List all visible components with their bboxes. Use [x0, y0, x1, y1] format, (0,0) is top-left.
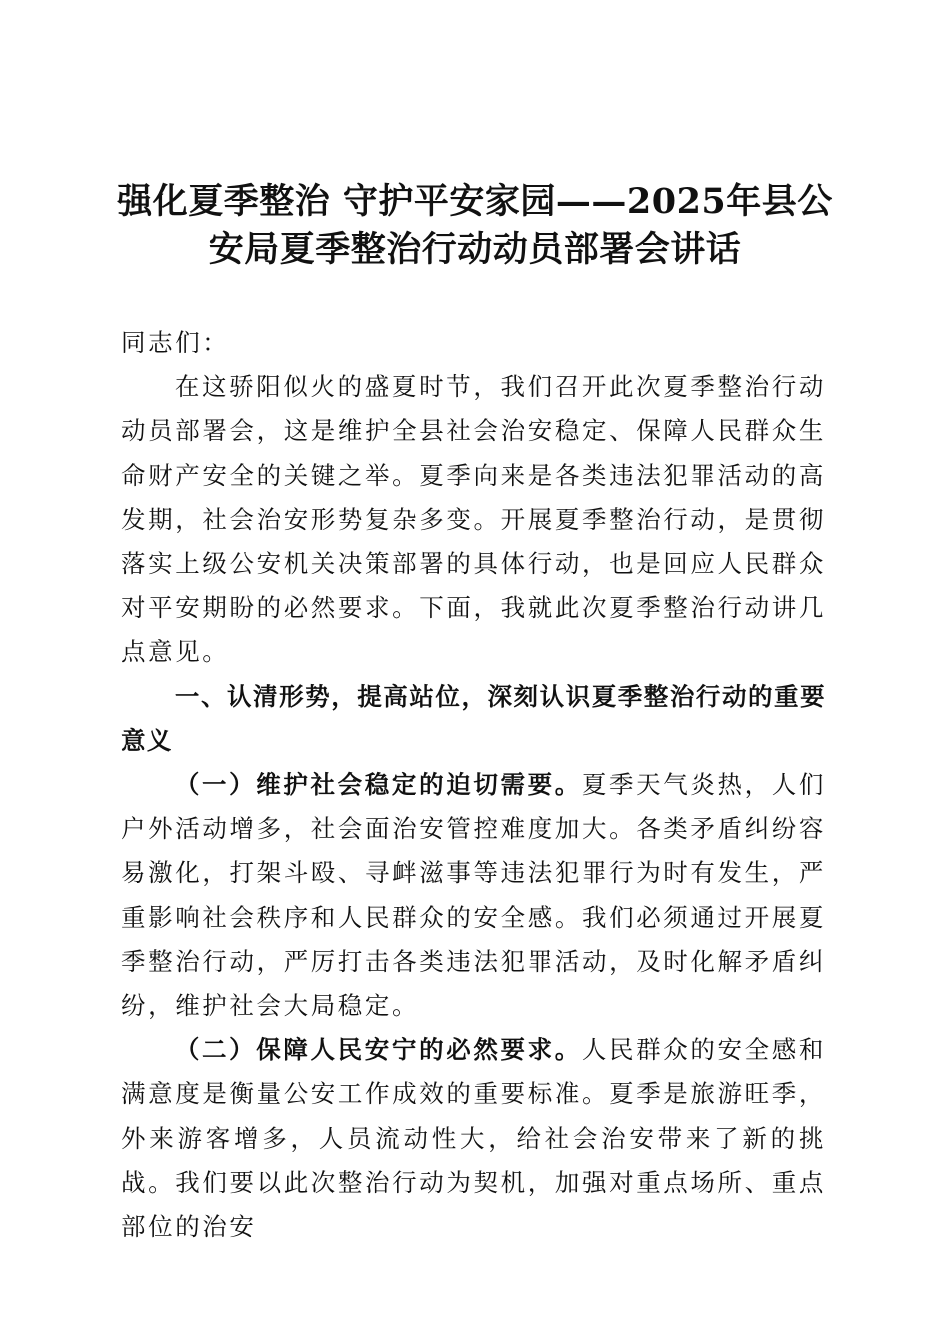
salutation: 同志们： — [121, 328, 230, 357]
title-line-2: 安局夏季整治行动动员部署会讲话 — [208, 229, 742, 270]
point-1-label: （一）维护社会稳定的迫切需要。 — [174, 770, 582, 800]
section-point-2 — [121, 1028, 826, 1249]
document-body — [121, 321, 826, 1249]
point-1-text: 夏季天气炎热，人们户外活动增多，社会面治安管控难度加大。各类矛盾纠纷容易激化，打架斗殴、寻衅滋事等违法犯罪行为时有发生，严重影响社会秩序和人民群众的安全感。我们必须通过开展夏季整治行动，严厉打击各类违法犯罪活动，及时化解矛盾纠纷，维护社会大局稳定。 — [121, 770, 827, 1021]
section-heading: 一、认清形势，提高站位，深刻认识夏季整治行动的重要意义 — [121, 681, 826, 755]
intro-paragraph: 在这骄阳似火的盛夏时节，我们召开此次夏季整治行动动员部署会，这是维护全县社会治安稳定、保障人民群众生命财产安全的关键之举。夏季向来是各类违法犯罪活动的高发期，社会治安形势复杂多变。开展夏季整治行动，是贯彻落实上级公安机关决策部署的具体行动，也是回应人民群众对平安期盼的必然要求。下面，我就此次夏季整治行动讲几点意见。 — [121, 372, 826, 667]
title-line-1: 强化夏季整治 守护平安家园——2025年县公 — [117, 181, 833, 222]
point-2-text: 人民群众的安全感和满意度是衡量公安工作成效的重要标准。夏季是旅游旺季，外来游客增多，人员流动性大，给社会治安带来了新的挑战。我们要以此次整治行动为契机，加强对重点场所、重点部位的治安 — [121, 1035, 827, 1242]
point-2-label: （二）保障人民安宁的必然要求。 — [174, 1035, 582, 1065]
section-point-1 — [121, 763, 826, 1028]
document-title — [95, 178, 855, 274]
